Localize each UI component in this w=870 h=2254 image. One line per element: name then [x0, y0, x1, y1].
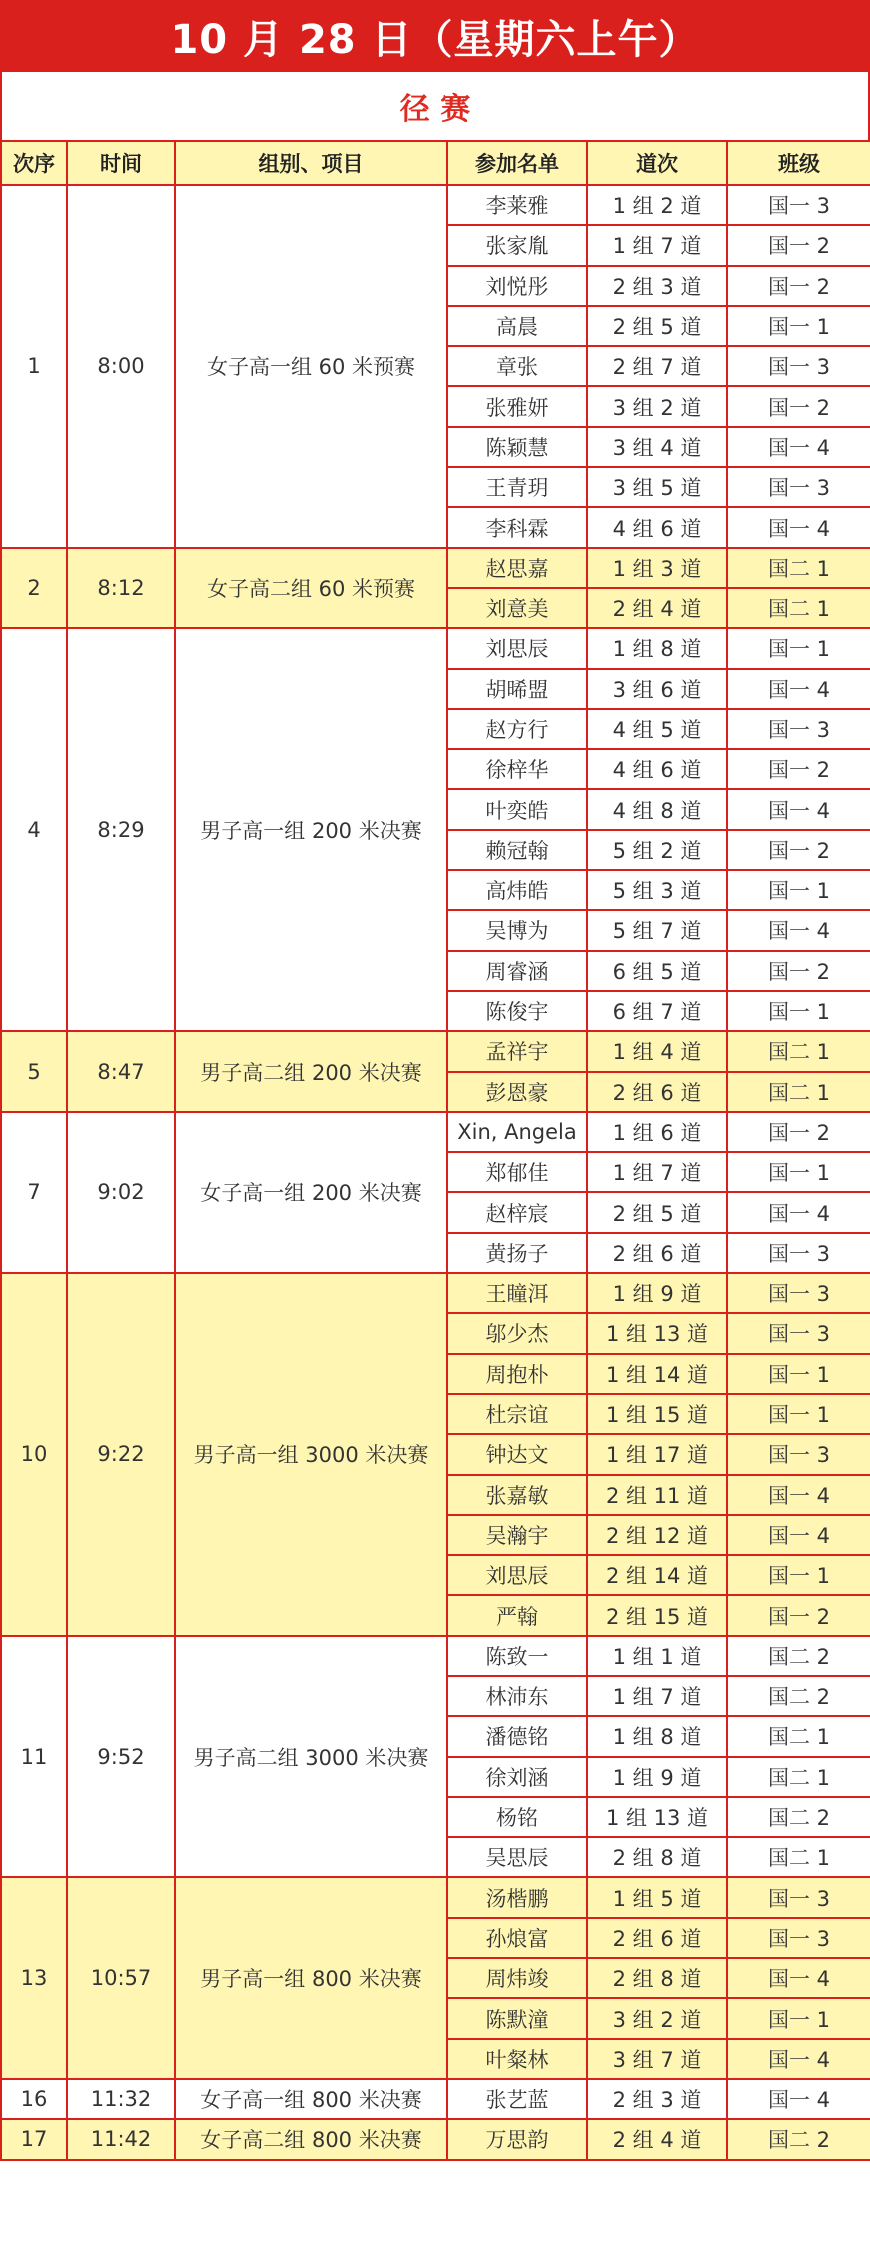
participant-cell: 章张: [447, 346, 587, 386]
lane-cell: 2 组 6 道: [587, 1233, 727, 1273]
lane-cell: 2 组 15 道: [587, 1595, 727, 1635]
class-cell: 国一 4: [727, 2079, 870, 2119]
event-cell: 男子高一组 3000 米决赛: [175, 1273, 447, 1636]
participant-cell: 周炜竣: [447, 1958, 587, 1998]
class-cell: 国二 1: [727, 1757, 870, 1797]
table-row: [1, 2119, 870, 2159]
table-row: [1, 628, 870, 668]
schedule-table: [0, 140, 870, 2161]
lane-cell: 6 组 5 道: [587, 951, 727, 991]
order-cell: 13: [1, 1877, 67, 2078]
class-cell: 国一 3: [727, 346, 870, 386]
class-cell: 国二 2: [727, 1797, 870, 1837]
event-cell: 女子高二组 60 米预赛: [175, 548, 447, 629]
class-cell: 国二 1: [727, 1031, 870, 1071]
participant-cell: Xin, Angela: [447, 1112, 587, 1152]
time-cell: 9:52: [67, 1636, 175, 1878]
class-cell: 国二 1: [727, 1837, 870, 1877]
lane-cell: 2 组 7 道: [587, 346, 727, 386]
class-cell: 国一 2: [727, 830, 870, 870]
time-cell: 11:32: [67, 2079, 175, 2119]
class-cell: 国一 4: [727, 1515, 870, 1555]
time-cell: 8:47: [67, 1031, 175, 1112]
lane-cell: 2 组 6 道: [587, 1072, 727, 1112]
lane-cell: 3 组 2 道: [587, 386, 727, 426]
class-cell: 国一 3: [727, 1434, 870, 1474]
participant-cell: 徐梓华: [447, 749, 587, 789]
order-cell: 10: [1, 1273, 67, 1636]
participant-cell: 陈致一: [447, 1636, 587, 1676]
lane-cell: 1 组 9 道: [587, 1273, 727, 1313]
lane-cell: 2 组 8 道: [587, 1958, 727, 1998]
lane-cell: 2 组 14 道: [587, 1555, 727, 1595]
time-cell: 9:22: [67, 1273, 175, 1636]
lane-cell: 6 组 7 道: [587, 991, 727, 1031]
participant-cell: 刘思辰: [447, 1555, 587, 1595]
participant-cell: 汤楷鹏: [447, 1877, 587, 1917]
lane-cell: 2 组 3 道: [587, 2079, 727, 2119]
class-cell: 国二 1: [727, 588, 870, 628]
time-cell: 8:12: [67, 548, 175, 629]
class-cell: 国一 3: [727, 1313, 870, 1353]
participant-cell: 陈俊宇: [447, 991, 587, 1031]
lane-cell: 5 组 2 道: [587, 830, 727, 870]
participant-cell: 李莱雅: [447, 185, 587, 225]
class-cell: 国一 3: [727, 1918, 870, 1958]
participant-cell: 周睿涵: [447, 951, 587, 991]
class-cell: 国一 4: [727, 789, 870, 829]
participant-cell: 张艺蓝: [447, 2079, 587, 2119]
event-cell: 女子高二组 800 米决赛: [175, 2119, 447, 2159]
participant-cell: 张家胤: [447, 225, 587, 265]
class-cell: 国一 4: [727, 1958, 870, 1998]
participant-cell: 高晨: [447, 306, 587, 346]
header-time: 时间: [67, 141, 175, 185]
time-cell: 8:29: [67, 628, 175, 1031]
participant-cell: 陈默潼: [447, 1998, 587, 2038]
lane-cell: 1 组 4 道: [587, 1031, 727, 1071]
class-cell: 国一 2: [727, 951, 870, 991]
lane-cell: 3 组 4 道: [587, 427, 727, 467]
table-row: [1, 1031, 870, 1071]
class-cell: 国一 4: [727, 427, 870, 467]
lane-cell: 5 组 3 道: [587, 870, 727, 910]
event-cell: 男子高一组 800 米决赛: [175, 1877, 447, 2078]
table-row: [1, 2079, 870, 2119]
participant-cell: 陈颖慧: [447, 427, 587, 467]
lane-cell: 2 组 4 道: [587, 2119, 727, 2159]
lane-cell: 1 组 9 道: [587, 1757, 727, 1797]
participant-cell: 高炜皓: [447, 870, 587, 910]
class-cell: 国一 3: [727, 1273, 870, 1313]
lane-cell: 1 组 1 道: [587, 1636, 727, 1676]
header-order: 次序: [1, 141, 67, 185]
lane-cell: 1 组 6 道: [587, 1112, 727, 1152]
class-cell: 国一 4: [727, 910, 870, 950]
lane-cell: 1 组 14 道: [587, 1354, 727, 1394]
lane-cell: 1 组 7 道: [587, 1676, 727, 1716]
class-cell: 国一 3: [727, 1233, 870, 1273]
lane-cell: 1 组 8 道: [587, 1716, 727, 1756]
participant-cell: 林沛东: [447, 1676, 587, 1716]
lane-cell: 1 组 13 道: [587, 1313, 727, 1353]
lane-cell: 1 组 3 道: [587, 548, 727, 588]
lane-cell: 2 组 3 道: [587, 266, 727, 306]
class-cell: 国一 4: [727, 507, 870, 547]
participant-cell: 潘德铭: [447, 1716, 587, 1756]
class-cell: 国一 1: [727, 306, 870, 346]
order-cell: 2: [1, 548, 67, 629]
participant-cell: 张嘉敏: [447, 1475, 587, 1515]
participant-cell: 赵方行: [447, 709, 587, 749]
lane-cell: 1 组 2 道: [587, 185, 727, 225]
lane-cell: 1 组 17 道: [587, 1434, 727, 1474]
table-row: [1, 1636, 870, 1676]
lane-cell: 1 组 7 道: [587, 225, 727, 265]
participant-cell: 叶粲林: [447, 2039, 587, 2079]
page-title: 10 月 28 日（星期六上午）: [0, 0, 870, 72]
participant-cell: 钟达文: [447, 1434, 587, 1474]
table-row: [1, 1273, 870, 1313]
lane-cell: 3 组 2 道: [587, 1998, 727, 2038]
class-cell: 国一 3: [727, 1877, 870, 1917]
lane-cell: 1 组 8 道: [587, 628, 727, 668]
time-cell: 8:00: [67, 185, 175, 548]
event-cell: 男子高一组 200 米决赛: [175, 628, 447, 1031]
event-cell: 男子高二组 3000 米决赛: [175, 1636, 447, 1878]
class-cell: 国一 3: [727, 467, 870, 507]
table-row: [1, 1877, 870, 1917]
event-cell: 男子高二组 200 米决赛: [175, 1031, 447, 1112]
class-cell: 国一 2: [727, 225, 870, 265]
class-cell: 国一 1: [727, 991, 870, 1031]
header-class: 班级: [727, 141, 870, 185]
time-cell: 10:57: [67, 1877, 175, 2078]
class-cell: 国一 4: [727, 1192, 870, 1232]
event-cell: 女子高一组 200 米决赛: [175, 1112, 447, 1273]
lane-cell: 3 组 6 道: [587, 669, 727, 709]
table-header-row: [1, 141, 870, 185]
header-event: 组别、项目: [175, 141, 447, 185]
participant-cell: 李科霖: [447, 507, 587, 547]
participant-cell: 刘悦彤: [447, 266, 587, 306]
class-cell: 国二 1: [727, 1716, 870, 1756]
class-cell: 国一 1: [727, 1394, 870, 1434]
table-row: [1, 185, 870, 225]
participant-cell: 叶奕皓: [447, 789, 587, 829]
participant-cell: 杜宗谊: [447, 1394, 587, 1434]
class-cell: 国一 1: [727, 1555, 870, 1595]
participant-cell: 王瞳洱: [447, 1273, 587, 1313]
class-cell: 国一 2: [727, 266, 870, 306]
participant-cell: 吴博为: [447, 910, 587, 950]
class-cell: 国二 1: [727, 1072, 870, 1112]
class-cell: 国一 2: [727, 1595, 870, 1635]
lane-cell: 4 组 5 道: [587, 709, 727, 749]
order-cell: 11: [1, 1636, 67, 1878]
participant-cell: 万思韵: [447, 2119, 587, 2159]
order-cell: 5: [1, 1031, 67, 1112]
lane-cell: 2 组 12 道: [587, 1515, 727, 1555]
participant-cell: 徐刘涵: [447, 1757, 587, 1797]
participant-cell: 吴瀚宇: [447, 1515, 587, 1555]
header-lane: 道次: [587, 141, 727, 185]
class-cell: 国一 3: [727, 709, 870, 749]
lane-cell: 2 组 8 道: [587, 1837, 727, 1877]
class-cell: 国二 2: [727, 1676, 870, 1716]
participant-cell: 吴思辰: [447, 1837, 587, 1877]
header-participants: 参加名单: [447, 141, 587, 185]
order-cell: 4: [1, 628, 67, 1031]
event-cell: 女子高一组 800 米决赛: [175, 2079, 447, 2119]
class-cell: 国一 2: [727, 749, 870, 789]
participant-cell: 邬少杰: [447, 1313, 587, 1353]
lane-cell: 2 组 5 道: [587, 1192, 727, 1232]
lane-cell: 5 组 7 道: [587, 910, 727, 950]
order-cell: 16: [1, 2079, 67, 2119]
lane-cell: 1 组 7 道: [587, 1152, 727, 1192]
time-cell: 9:02: [67, 1112, 175, 1273]
participant-cell: 孟祥宇: [447, 1031, 587, 1071]
class-cell: 国一 1: [727, 1998, 870, 2038]
section-title: 径 赛: [0, 72, 870, 140]
participant-cell: 赵思嘉: [447, 548, 587, 588]
order-cell: 17: [1, 2119, 67, 2159]
lane-cell: 1 组 15 道: [587, 1394, 727, 1434]
class-cell: 国二 2: [727, 2119, 870, 2159]
lane-cell: 4 组 6 道: [587, 749, 727, 789]
class-cell: 国一 4: [727, 1475, 870, 1515]
lane-cell: 2 组 11 道: [587, 1475, 727, 1515]
class-cell: 国一 1: [727, 1354, 870, 1394]
participant-cell: 刘思辰: [447, 628, 587, 668]
lane-cell: 2 组 6 道: [587, 1918, 727, 1958]
lane-cell: 1 组 5 道: [587, 1877, 727, 1917]
participant-cell: 严翰: [447, 1595, 587, 1635]
lane-cell: 1 组 13 道: [587, 1797, 727, 1837]
class-cell: 国二 2: [727, 1636, 870, 1676]
participant-cell: 杨铭: [447, 1797, 587, 1837]
lane-cell: 4 组 8 道: [587, 789, 727, 829]
order-cell: 7: [1, 1112, 67, 1273]
participant-cell: 刘意美: [447, 588, 587, 628]
lane-cell: 4 组 6 道: [587, 507, 727, 547]
participant-cell: 彭恩豪: [447, 1072, 587, 1112]
class-cell: 国一 3: [727, 185, 870, 225]
lane-cell: 3 组 5 道: [587, 467, 727, 507]
event-cell: 女子高一组 60 米预赛: [175, 185, 447, 548]
lane-cell: 2 组 5 道: [587, 306, 727, 346]
participant-cell: 胡晞盟: [447, 669, 587, 709]
participant-cell: 孙烺富: [447, 1918, 587, 1958]
class-cell: 国一 1: [727, 870, 870, 910]
class-cell: 国一 2: [727, 386, 870, 426]
class-cell: 国一 4: [727, 669, 870, 709]
participant-cell: 周抱朴: [447, 1354, 587, 1394]
participant-cell: 赖冠翰: [447, 830, 587, 870]
order-cell: 1: [1, 185, 67, 548]
lane-cell: 3 组 7 道: [587, 2039, 727, 2079]
class-cell: 国一 4: [727, 2039, 870, 2079]
class-cell: 国一 2: [727, 1112, 870, 1152]
participant-cell: 张雅妍: [447, 386, 587, 426]
table-row: [1, 1112, 870, 1152]
schedule-body: [1, 185, 870, 2160]
table-row: [1, 548, 870, 588]
class-cell: 国一 1: [727, 1152, 870, 1192]
class-cell: 国二 1: [727, 548, 870, 588]
participant-cell: 黄扬子: [447, 1233, 587, 1273]
participant-cell: 郑郁佳: [447, 1152, 587, 1192]
class-cell: 国一 1: [727, 628, 870, 668]
participant-cell: 赵梓宸: [447, 1192, 587, 1232]
lane-cell: 2 组 4 道: [587, 588, 727, 628]
time-cell: 11:42: [67, 2119, 175, 2159]
participant-cell: 王青玥: [447, 467, 587, 507]
